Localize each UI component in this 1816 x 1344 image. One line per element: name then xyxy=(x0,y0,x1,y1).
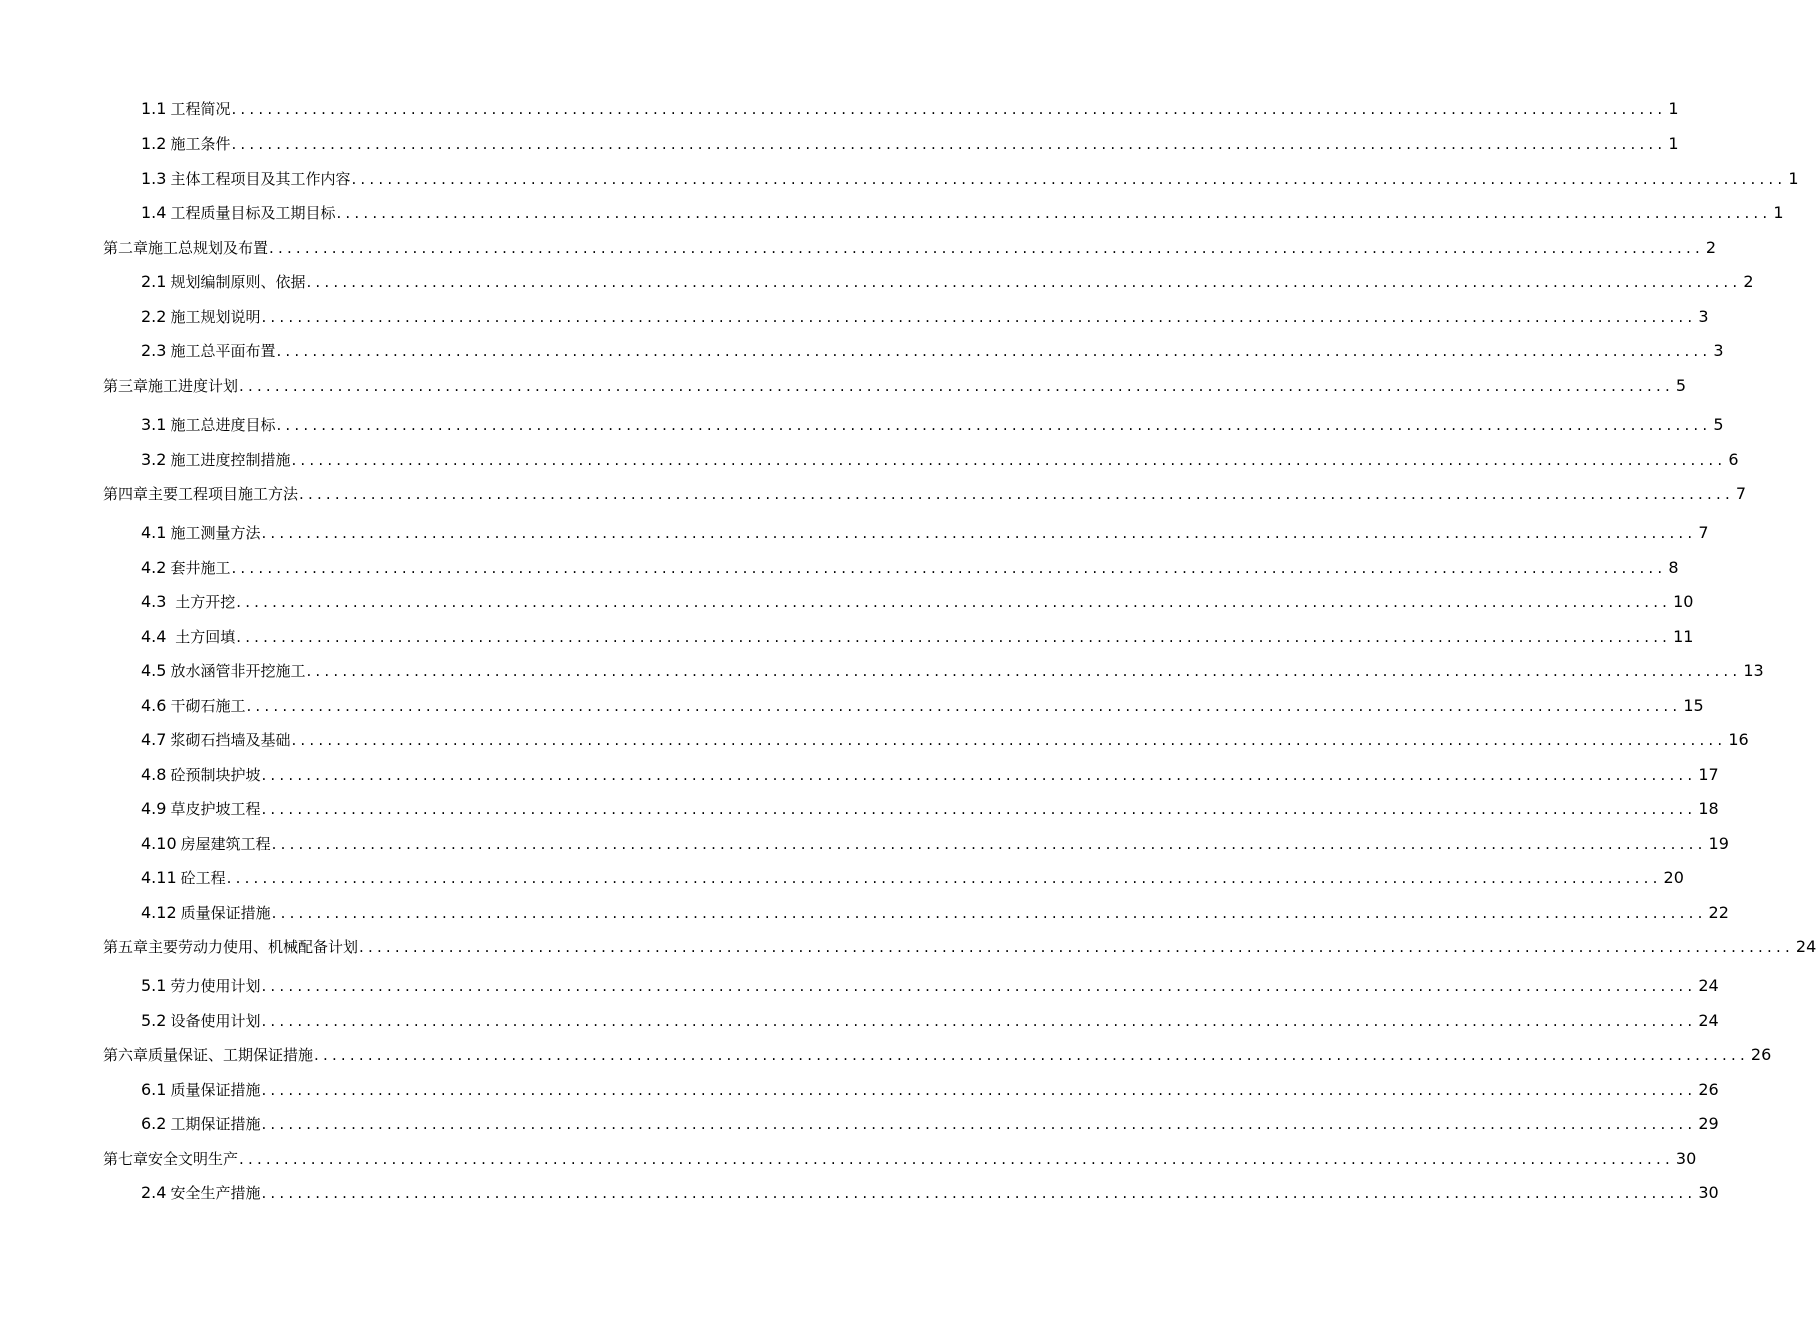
toc-entry-number: 4.4 xyxy=(141,627,167,646)
toc-entry[interactable] xyxy=(141,972,1719,996)
toc-page-number: 24 xyxy=(1698,1011,1719,1030)
toc-page-number: 13 xyxy=(1743,661,1764,680)
toc-entry-title: 套井施工 xyxy=(170,559,231,577)
toc-entry[interactable] xyxy=(141,657,1764,681)
toc-dot-leader: ................................................................................................................................................................ xyxy=(231,559,1667,577)
toc-page-number: 18 xyxy=(1698,799,1719,818)
toc-dot-leader: ................................................................................................................................................................ xyxy=(306,273,1742,291)
toc-dot-leader: ................................................................................................................................................................ xyxy=(336,204,1772,222)
toc-page-number: 15 xyxy=(1683,696,1704,715)
toc-page-number: 11 xyxy=(1673,627,1694,646)
toc-entry-number: 5.2 xyxy=(141,1011,167,1030)
toc-entry-title: 第七章安全文明生产 xyxy=(103,1150,239,1168)
toc-dot-leader: ................................................................................................................................................................ xyxy=(291,731,1727,749)
toc-entry-title: 质量保证措施 xyxy=(170,1081,261,1099)
toc-entry[interactable] xyxy=(103,480,1747,504)
toc-dot-leader: ................................................................................................................................................................ xyxy=(261,800,1697,818)
toc-dot-leader: ................................................................................................................................................................ xyxy=(314,1046,1749,1064)
toc-entry[interactable] xyxy=(141,519,1709,543)
toc-entry-title: 施工测量方法 xyxy=(170,524,261,542)
toc-page-number: 1 xyxy=(1788,169,1799,188)
toc-entry-number: 6.2 xyxy=(141,1114,167,1133)
toc-entry-number: 4.5 xyxy=(141,661,167,680)
toc-entry-number: 4.9 xyxy=(141,799,167,818)
toc-entry-title: 施工总进度目标 xyxy=(170,416,276,434)
toc-entry-number: 4.10 xyxy=(141,834,177,853)
toc-entry-number: 6.1 xyxy=(141,1080,167,1099)
toc-page-number: 7 xyxy=(1698,523,1709,542)
toc-dot-leader: ................................................................................................................................................................ xyxy=(276,416,1712,434)
toc-entry-title: 第五章主要劳动力使用、机械配备计划 xyxy=(103,938,359,956)
toc-dot-leader: ................................................................................................................................................................ xyxy=(269,239,1704,257)
toc-entry[interactable] xyxy=(103,1145,1697,1169)
toc-entry[interactable] xyxy=(103,234,1717,258)
toc-entry-title: 主体工程项目及其工作内容 xyxy=(170,170,351,188)
toc-entry[interactable] xyxy=(141,199,1784,223)
toc-page-number: 3 xyxy=(1713,341,1724,360)
toc-entry-title: 规划编制原则、依据 xyxy=(170,273,306,291)
toc-dot-leader: ................................................................................................................................................................ xyxy=(239,1150,1674,1168)
toc-dot-leader: ................................................................................................................................................................ xyxy=(261,524,1697,542)
toc-dot-leader: ................................................................................................................................................................ xyxy=(236,628,1672,646)
toc-entry[interactable] xyxy=(141,95,1679,119)
toc-entry-number: 1.1 xyxy=(141,99,167,118)
toc-entry-title: 施工规划说明 xyxy=(170,308,261,326)
toc-dot-leader: ................................................................................................................................................................ xyxy=(351,170,1787,188)
toc-entry[interactable] xyxy=(141,692,1704,716)
toc-entry-title: 施工总平面布置 xyxy=(170,342,276,360)
toc-dot-leader: ................................................................................................................................................................ xyxy=(261,1081,1697,1099)
toc-page-number: 5 xyxy=(1713,415,1724,434)
toc-entry[interactable] xyxy=(141,588,1694,612)
toc-entry-number: 3.1 xyxy=(141,415,167,434)
toc-entry[interactable] xyxy=(141,899,1729,923)
toc-entry[interactable] xyxy=(141,761,1719,785)
toc-entry-number: 5.1 xyxy=(141,976,167,995)
toc-dot-leader: ................................................................................................................................................................ xyxy=(271,835,1707,853)
toc-entry-number: 4.2 xyxy=(141,558,167,577)
toc-entry[interactable] xyxy=(103,933,1816,957)
toc-dot-leader: ................................................................................................................................................................ xyxy=(261,977,1697,995)
toc-dot-leader: ................................................................................................................................................................ xyxy=(291,451,1727,469)
toc-entry-number: 4.11 xyxy=(141,868,177,887)
toc-page-number: 30 xyxy=(1675,1149,1697,1168)
toc-entry-title: 安全生产措施 xyxy=(170,1184,261,1202)
toc-page-number: 26 xyxy=(1750,1045,1772,1064)
toc-entry[interactable] xyxy=(141,864,1684,888)
toc-entry-title: 草皮护坡工程 xyxy=(170,800,261,818)
toc-entry-title: 设备使用计划 xyxy=(170,1012,261,1030)
toc-entry[interactable] xyxy=(141,1179,1719,1203)
toc-page-number: 1 xyxy=(1668,99,1679,118)
toc-entry-title: 第四章主要工程项目施工方法 xyxy=(103,485,299,503)
toc-entry-number: 4.6 xyxy=(141,696,167,715)
toc-page-number: 7 xyxy=(1735,484,1747,503)
toc-entry-number: 2.2 xyxy=(141,307,167,326)
toc-dot-leader: ................................................................................................................................................................ xyxy=(276,342,1712,360)
toc-entry-title: 第二章施工总规划及布置 xyxy=(103,239,269,257)
toc-entry-title: 土方回填 xyxy=(170,628,236,646)
toc-dot-leader: ................................................................................................................................................................ xyxy=(236,593,1672,611)
toc-entry-number: 4.1 xyxy=(141,523,167,542)
toc-page-number: 20 xyxy=(1663,868,1684,887)
toc-dot-leader: ................................................................................................................................................................ xyxy=(239,377,1674,395)
toc-entry-title: 工程简况 xyxy=(170,100,231,118)
toc-page-number: 6 xyxy=(1728,450,1739,469)
toc-entry-title: 工程质量目标及工期目标 xyxy=(170,204,336,222)
toc-entry-title: 砼预制块护坡 xyxy=(170,766,261,784)
toc-dot-leader: ................................................................................................................................................................ xyxy=(306,662,1742,680)
toc-entry-title: 第三章施工进度计划 xyxy=(103,377,239,395)
toc-entry-title: 土方开挖 xyxy=(170,593,236,611)
toc-entry-number: 2.4 xyxy=(141,1183,167,1202)
toc-entry[interactable] xyxy=(141,130,1679,154)
toc-entry-title: 砼工程 xyxy=(180,869,226,887)
toc-entry-number: 3.2 xyxy=(141,450,167,469)
toc-dot-leader: ................................................................................................................................................................ xyxy=(261,308,1697,326)
toc-dot-leader: ................................................................................................................................................................ xyxy=(299,485,1734,503)
toc-page-number: 1 xyxy=(1668,134,1679,153)
toc-page-number: 16 xyxy=(1728,730,1749,749)
toc-entry-number: 4.8 xyxy=(141,765,167,784)
toc-entry[interactable] xyxy=(103,1041,1772,1065)
toc-dot-leader: ................................................................................................................................................................ xyxy=(261,1115,1697,1133)
toc-entry-title: 干砌石施工 xyxy=(170,697,246,715)
toc-entry-number: 2.3 xyxy=(141,341,167,360)
toc-entry-number: 4.7 xyxy=(141,730,167,749)
toc-page-number: 1 xyxy=(1773,203,1784,222)
toc-entry[interactable] xyxy=(141,623,1694,647)
toc-entry[interactable] xyxy=(141,337,1724,361)
toc-page-number: 10 xyxy=(1673,592,1694,611)
toc-dot-leader: ................................................................................................................................................................ xyxy=(261,766,1697,784)
toc-page-number: 24 xyxy=(1698,976,1719,995)
toc-entry-title: 劳力使用计划 xyxy=(170,977,261,995)
toc-dot-leader: ................................................................................................................................................................ xyxy=(359,938,1794,956)
toc-entry-title: 第六章质量保证、工期保证措施 xyxy=(103,1046,314,1064)
toc-entry[interactable] xyxy=(141,1007,1719,1031)
toc-entry-title: 浆砌石挡墙及基础 xyxy=(170,731,291,749)
toc-entry[interactable] xyxy=(141,554,1679,578)
toc-entry-number: 4.3 xyxy=(141,592,167,611)
toc-entry[interactable] xyxy=(141,1110,1719,1134)
toc-entry[interactable] xyxy=(141,411,1724,435)
toc-page-number: 24 xyxy=(1795,937,1816,956)
toc-page-number: 8 xyxy=(1668,558,1679,577)
toc-page-number: 29 xyxy=(1698,1114,1719,1133)
toc-entry[interactable] xyxy=(141,165,1799,189)
toc-entry-number: 4.12 xyxy=(141,903,177,922)
toc-entry[interactable] xyxy=(141,1076,1719,1100)
toc-page-number: 2 xyxy=(1743,272,1754,291)
toc-entry-title: 放水涵管非开挖施工 xyxy=(170,662,306,680)
toc-page-number: 30 xyxy=(1698,1183,1719,1202)
toc-page-number: 26 xyxy=(1698,1080,1719,1099)
toc-dot-leader: ................................................................................................................................................................ xyxy=(261,1012,1697,1030)
toc-entry-number: 2.1 xyxy=(141,272,167,291)
toc-entry-number: 1.4 xyxy=(141,203,167,222)
toc-entry[interactable] xyxy=(103,372,1687,396)
toc-entry[interactable] xyxy=(141,303,1709,327)
toc-entry-title: 质量保证措施 xyxy=(180,904,271,922)
toc-entry-title: 房屋建筑工程 xyxy=(180,835,271,853)
toc-dot-leader: ................................................................................................................................................................ xyxy=(231,135,1667,153)
toc-dot-leader: ................................................................................................................................................................ xyxy=(261,1184,1697,1202)
toc-page-number: 19 xyxy=(1708,834,1729,853)
toc-entry-title: 施工条件 xyxy=(170,135,231,153)
toc-entry[interactable] xyxy=(141,446,1739,470)
toc-page-number: 2 xyxy=(1705,238,1717,257)
toc-dot-leader: ................................................................................................................................................................ xyxy=(246,697,1682,715)
toc-page-number: 22 xyxy=(1708,903,1729,922)
toc-entry[interactable] xyxy=(141,726,1749,750)
toc-page-number: 17 xyxy=(1698,765,1719,784)
toc-page-number: 5 xyxy=(1675,376,1687,395)
toc-entry[interactable] xyxy=(141,268,1754,292)
toc-entry[interactable] xyxy=(141,795,1719,819)
toc-entry-title: 施工进度控制措施 xyxy=(170,451,291,469)
toc-dot-leader: ................................................................................................................................................................ xyxy=(231,100,1667,118)
toc-dot-leader: ................................................................................................................................................................ xyxy=(226,869,1662,887)
toc-entry-number: 1.3 xyxy=(141,169,167,188)
toc-entry-number: 1.2 xyxy=(141,134,167,153)
toc-entry-title: 工期保证措施 xyxy=(170,1115,261,1133)
toc-page-number: 3 xyxy=(1698,307,1709,326)
toc-dot-leader: ................................................................................................................................................................ xyxy=(271,904,1707,922)
toc-entry[interactable] xyxy=(141,830,1729,854)
